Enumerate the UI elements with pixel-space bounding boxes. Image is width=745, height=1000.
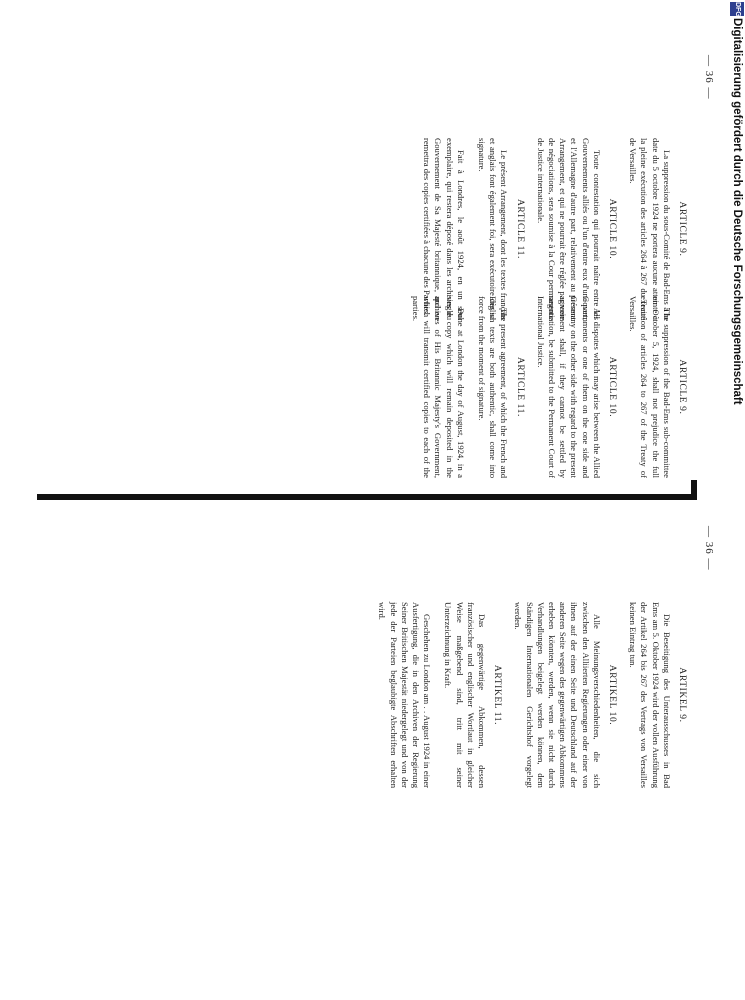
de-article-9-text: Die Beseitigung des Unterausschusses in Bad Ems am 5. Oktober 1924 wird der vollen Ausführung der Artikel 264 bis 267 des Vertrags von Versailles keinen Eintrag tun. — [628, 602, 672, 788]
digitization-credit — [727, 0, 745, 1000]
fr-article-11-text: Le présent Arrangement, dont les textes français et anglais font également foi, sera exécutoire dès sa signature. — [476, 138, 510, 320]
de-article-11-text: Das gegenwärtige Abkommen, dessen französischer und englischer Wortlaut in gleicher Weise maßgebend sind, tritt mit seiner Unterzeichnung in Kraft. — [443, 602, 487, 788]
fr-article-9-title: ARTICLE 9. — [677, 201, 687, 257]
french-column — [411, 138, 687, 320]
en-article-10 — [535, 296, 617, 478]
de-article-10-title: ARTIKEL 10. — [606, 664, 617, 726]
page-number-left: — 36 — — [703, 55, 715, 100]
en-article-10-title: ARTICLE 10. — [606, 356, 617, 418]
en-article-9 — [627, 296, 687, 478]
fr-article-9 — [627, 138, 687, 320]
fr-article-10-text: Toute contestation qui pourrait naître entre les Gouvernements alliés ou l'un d'entre eux d'une part, et l'Allemagne d'autre part, relativement au présent Arrangement, et qui ne pourrait être réglée par voie de négociations, sera soumise à la Cour permanente de Justice internationale. — [535, 138, 602, 320]
german-column — [366, 602, 687, 788]
en-article-11 — [410, 296, 525, 478]
fr-article-11-title: ARTICLE 11. — [514, 198, 525, 260]
de-article-10-text: Alle Meinungsverschiedenheiten, die sich zwischen den Alliierten Regierungen oder einer von ihnen auf der einen Seite und Deutschland auf der anderen Seite wegen des gegenwärtigen Abkommens erheben könnten, werden, wenn sie nicht durch Verhandlungen beigelegt werden können, dem Ständigen Internationalen Gerichtshof vorgelegt werden. — [513, 602, 602, 788]
credit-text: Digitalisierung gefördert durch die Deutsche Forschungsgemeinschaft — [731, 18, 743, 405]
english-column — [400, 296, 687, 478]
fr-article-11 — [421, 138, 525, 320]
right-page — [0, 510, 727, 1000]
de-article-9-title: ARTIKEL 9. — [677, 667, 687, 723]
de-closing-text: Geschehen zu London am . . August 1924 in einer Ausfertigung, die in den Archiven der Regierung Seiner Britischen Majestät niedergelegt und von der jede der Parteien beglaubigte Abschriften erhalten wird. — [377, 602, 433, 788]
fr-article-9-text: La suppression du sous-Comité de Bad-Ems à la date du 5 octobre 1924 ne portera aucune atteinte à la pleine exécution des articles 264 à 267 du Traité de Versailles. — [628, 138, 672, 320]
de-article-11 — [376, 602, 502, 788]
de-article-10 — [512, 602, 617, 788]
en-article-10-text: All disputes which may arise between the Allied Governments or one of them on the one side and Germany on the other side with regard to the present agreement shall, if they cannot be settled by negotiation, be submitted to the Permanent Court of International Justice. — [535, 296, 602, 478]
fr-article-10 — [535, 138, 617, 320]
book-spine — [37, 494, 697, 500]
spine-tick — [691, 480, 697, 494]
en-article-9-title: ARTICLE 9. — [677, 359, 687, 415]
en-article-11-text: The present agreement, of which the French and English texts are both authentic, shall come into force from the moment of signature. — [476, 296, 510, 478]
en-article-11-title: ARTICLE 11. — [514, 356, 525, 418]
en-closing-text: Done at London the day of August, 1924, in a single copy which will remain deposited in the archives of His Britannic Majesty's Government, which will transmit certified copies to each of the parties. — [410, 296, 466, 478]
de-article-9 — [627, 602, 687, 788]
en-article-9-text: The suppression of the Bad-Ems sub-committee on October 5, 1924, shall not prejudice the full execution of articles 264 to 267 of the Treaty of Versailles. — [628, 296, 672, 478]
left-page — [0, 0, 727, 488]
fr-closing-text: Fait à Londres, le août 1924, en un seul exemplaire, qui restera déposé dans les archives du Gouvernement de Sa Majesté britannique, qui en remettra des copies certifiées à chacune des Parties. — [422, 138, 466, 320]
dfg-logo-icon: DFG — [730, 2, 744, 16]
de-article-11-title: ARTIKEL 11. — [492, 664, 503, 726]
page-number-right: — 36 — — [703, 526, 715, 571]
fr-article-10-title: ARTICLE 10. — [606, 198, 617, 260]
